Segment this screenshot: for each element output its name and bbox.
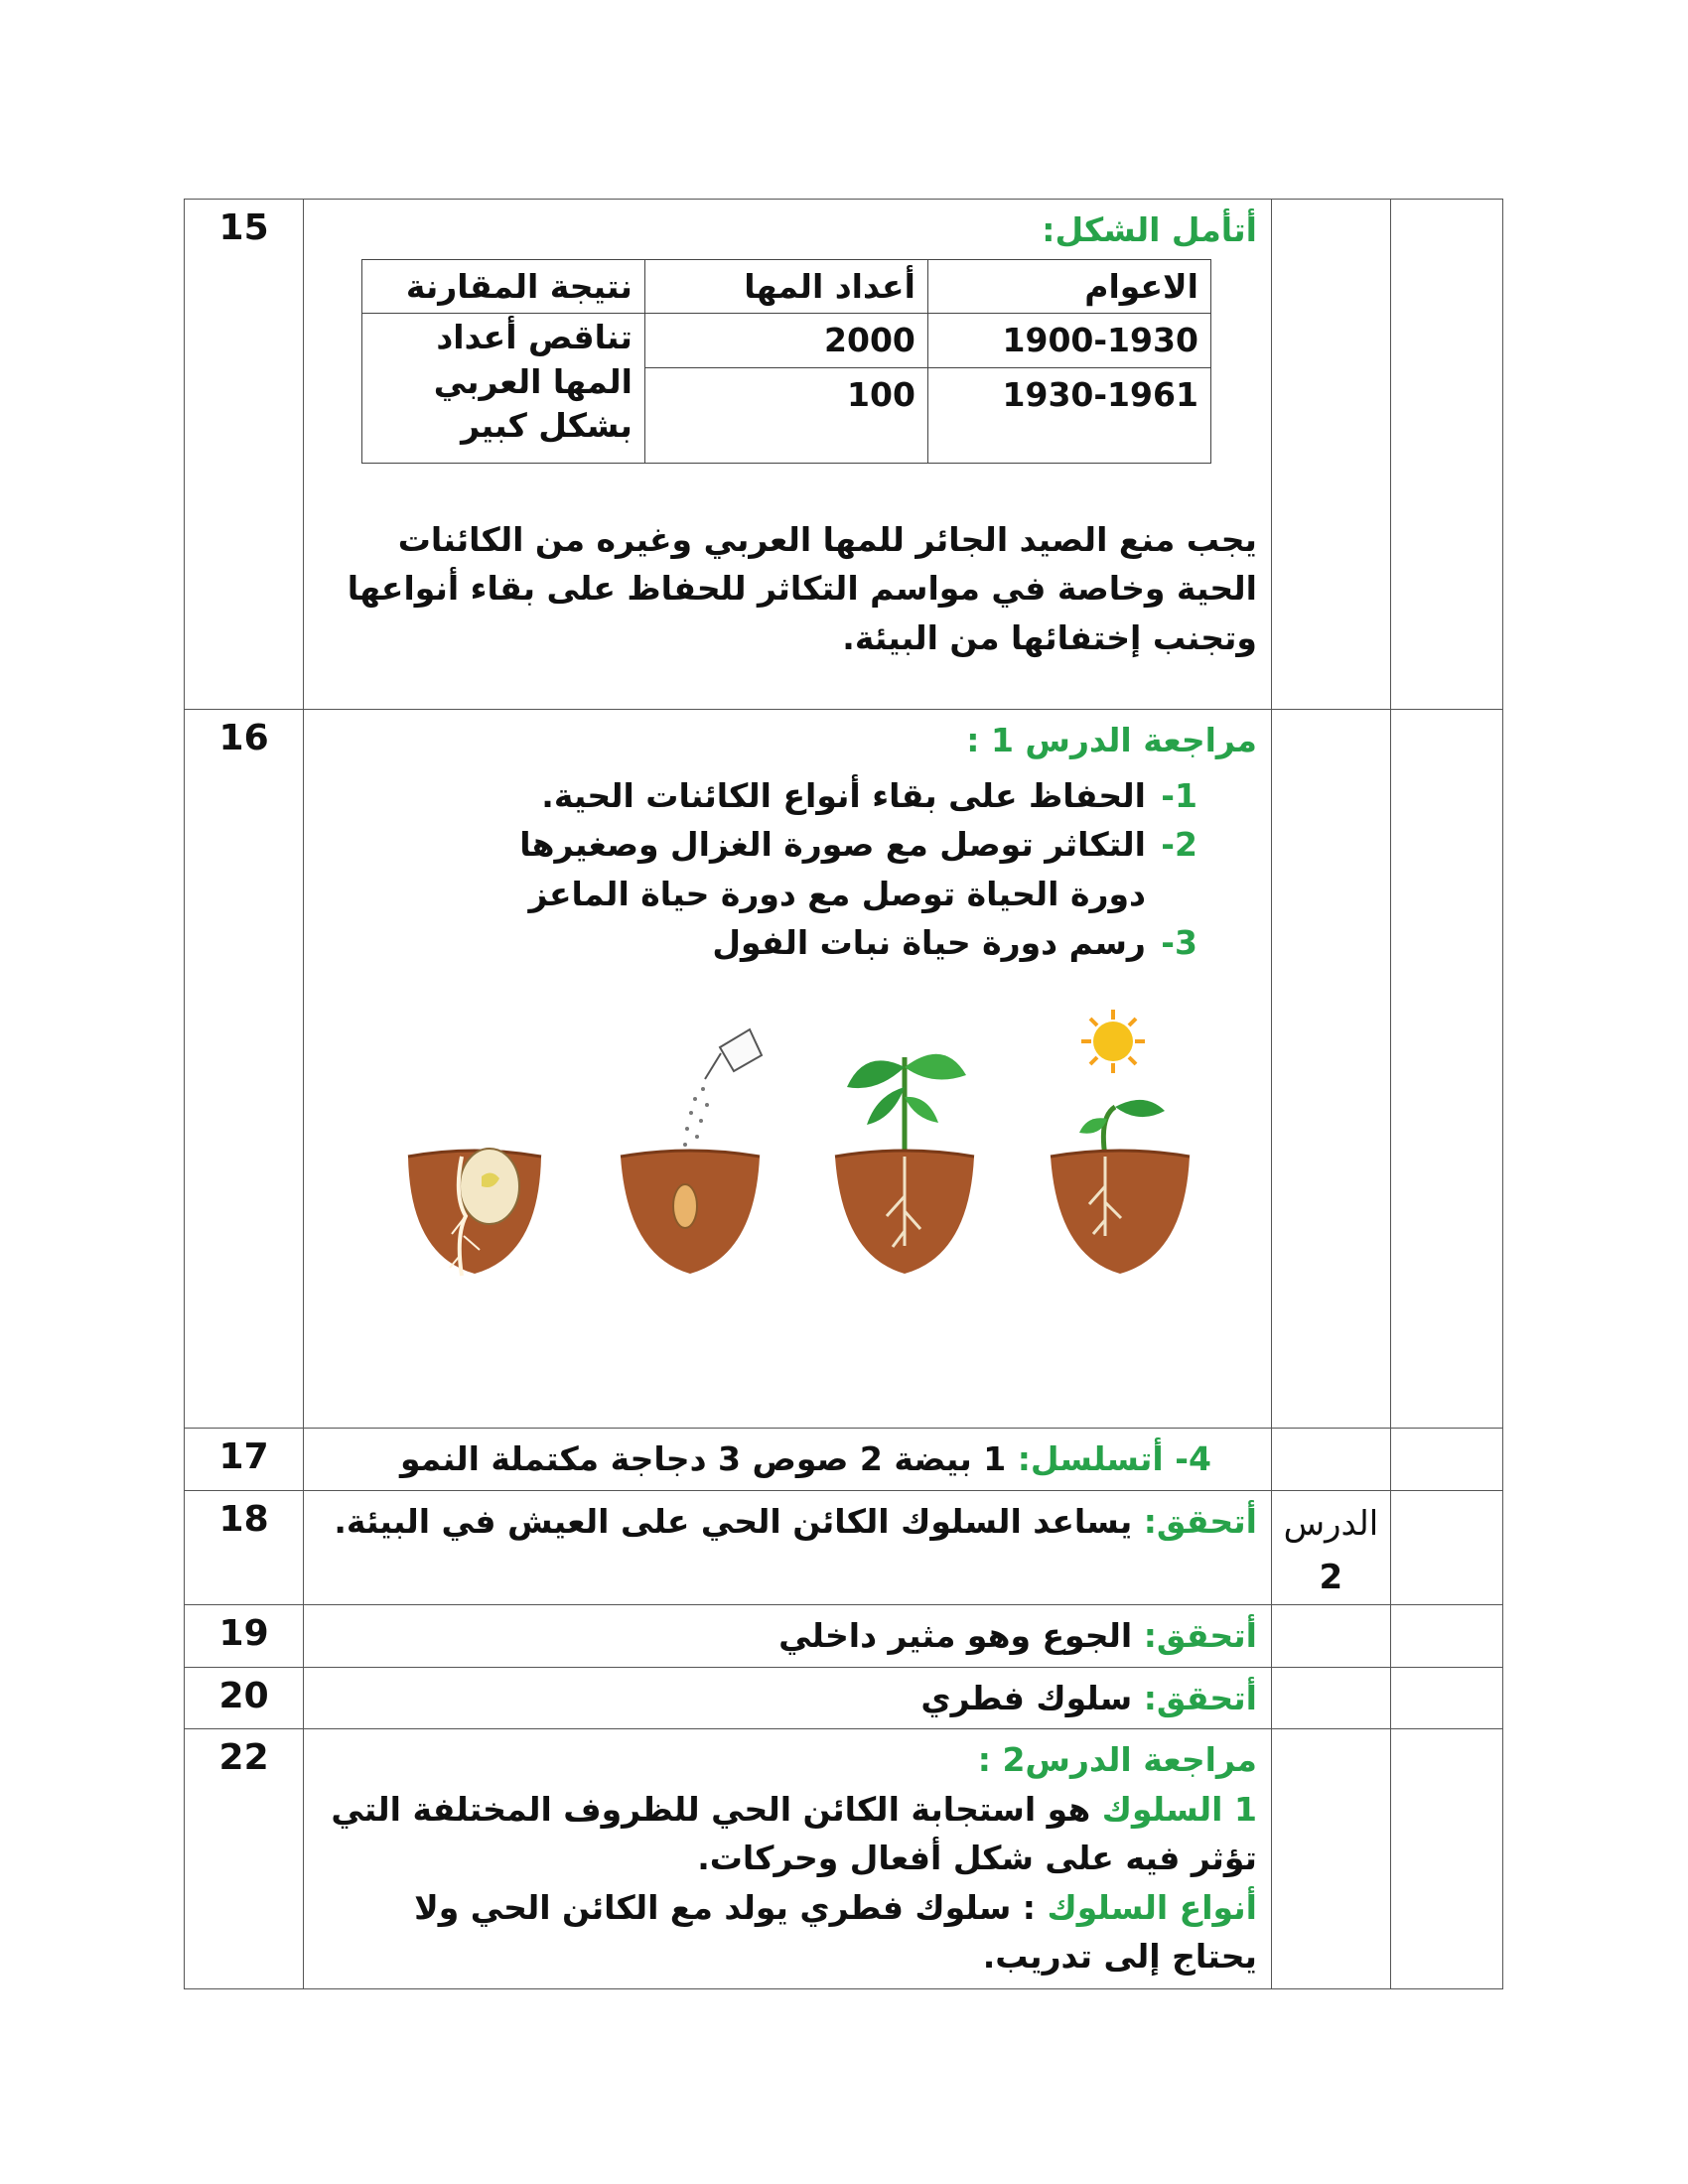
lesson-number: 2 xyxy=(1319,1557,1343,1597)
section-heading: مراجعة الدرس 1 : xyxy=(966,721,1257,759)
conservation-paragraph: يجب منع الصيد الجائر للمها العربي وغيره من الكائنات الحية وخاصة في مواسم التكاثر للحفاظ على بقاء أنواعها وتجنب إختفائها من البيئة. xyxy=(347,519,1257,657)
answer-label: أتسلسل: xyxy=(1017,1439,1164,1478)
seed-germination-icon xyxy=(400,1008,549,1296)
years-cell: 1930-1961 xyxy=(927,367,1210,463)
notes-cell xyxy=(1390,1729,1502,1989)
answer-cell xyxy=(304,1490,1272,1605)
answer-cell xyxy=(304,1429,1272,1491)
notes-cell xyxy=(1390,200,1502,710)
watering-seed-icon xyxy=(616,1008,765,1296)
lesson-cell xyxy=(1271,1490,1390,1605)
list-item xyxy=(318,820,1197,918)
item-number: 2- xyxy=(1161,825,1197,864)
column-header-result: نتيجة المقارنة xyxy=(361,259,644,314)
row-16 xyxy=(185,710,1503,1429)
row-18 xyxy=(185,1490,1503,1605)
lesson-cell xyxy=(1271,1729,1390,1989)
item-text: رسم دورة حياة نبات الفول xyxy=(712,923,1146,962)
list-item xyxy=(318,918,1197,968)
notes-cell xyxy=(1390,1605,1502,1668)
seedling-icon xyxy=(830,1008,979,1296)
row-20 xyxy=(185,1667,1503,1729)
notes-cell xyxy=(1390,1490,1502,1605)
types-paragraph xyxy=(318,1883,1257,1981)
row-17 xyxy=(185,1429,1503,1491)
answer-cell xyxy=(304,1729,1272,1989)
answer-label: أتحقق: xyxy=(1143,1501,1257,1541)
review-list xyxy=(318,771,1197,968)
item-text: التكاثر توصل مع صورة الغزال وصغيرها xyxy=(519,825,1146,864)
page-number: 20 xyxy=(185,1667,304,1729)
lesson-cell xyxy=(1271,200,1390,710)
years-cell: 1900-1930 xyxy=(927,314,1210,368)
lesson-cell xyxy=(1271,1667,1390,1729)
notes-cell xyxy=(1390,1667,1502,1729)
answer-cell xyxy=(304,200,1272,710)
column-header-count: أعداد المها xyxy=(644,259,927,314)
page-number: 18 xyxy=(185,1490,304,1605)
types-label: أنواع السلوك xyxy=(1047,1887,1257,1927)
answer-cell xyxy=(304,1667,1272,1729)
sprout-with-sun-icon xyxy=(1046,1008,1195,1296)
answer-text: 1 بيضة 2 صوص 3 دجاجة مكتملة النمو xyxy=(399,1439,1007,1478)
lesson-cell xyxy=(1271,1429,1390,1491)
answer-key-table xyxy=(184,199,1503,1989)
lesson-cell xyxy=(1271,710,1390,1429)
column-header-years: الاعوام xyxy=(927,259,1210,314)
section-heading: أتأمل الشكل: xyxy=(1042,210,1257,249)
item-text-continued: دورة الحياة توصل مع دورة حياة الماعز xyxy=(528,874,1146,913)
types-text: : سلوك فطري يولد مع الكائن الحي ولا يحتاج إلى تدريب. xyxy=(414,1887,1257,1977)
item-text: الحفاظ على بقاء أنواع الكائنات الحية. xyxy=(541,775,1146,815)
row-22 xyxy=(185,1729,1503,1989)
answer-text: سلوك فطري xyxy=(920,1678,1133,1717)
answer-cell xyxy=(304,710,1272,1429)
definition-paragraph xyxy=(318,1785,1257,1883)
answer-label: أتحقق: xyxy=(1143,1678,1257,1717)
oryx-count-table xyxy=(361,259,1211,464)
item-number: 4- xyxy=(1175,1439,1211,1478)
page-number: 17 xyxy=(185,1429,304,1491)
lesson-label: الدرس xyxy=(1283,1503,1379,1544)
notes-cell xyxy=(1390,1429,1502,1491)
item-number: 1- xyxy=(1161,775,1197,815)
page-number: 19 xyxy=(185,1605,304,1668)
bean-life-cycle-images xyxy=(380,1008,1195,1296)
lesson-cell xyxy=(1271,1605,1390,1668)
answer-text: يساعد السلوك الكائن الحي على العيش في البيئة. xyxy=(334,1501,1133,1541)
answer-cell xyxy=(304,1605,1272,1668)
result-cell: تناقص أعداد المها العربي بشكل كبير xyxy=(361,314,644,464)
answer-label: أتحقق: xyxy=(1143,1616,1257,1656)
page-number: 22 xyxy=(185,1729,304,1989)
section-heading: مراجعة الدرس2 : xyxy=(977,1740,1257,1780)
term-label: السلوك xyxy=(1101,1789,1223,1829)
item-number: 3- xyxy=(1161,923,1197,962)
count-cell: 100 xyxy=(644,367,927,463)
row-19 xyxy=(185,1605,1503,1668)
page-number: 16 xyxy=(185,710,304,1429)
definition-text: هو استجابة الكائن الحي للظروف المختلفة التي تؤثر فيه على شكل أفعال وحركات. xyxy=(331,1789,1257,1878)
notes-cell xyxy=(1390,710,1502,1429)
row-15 xyxy=(185,200,1503,710)
count-cell: 2000 xyxy=(644,314,927,368)
answer-text: الجوع وهو مثير داخلي xyxy=(778,1616,1133,1656)
list-item xyxy=(318,771,1197,821)
page-number: 15 xyxy=(185,200,304,710)
item-number: 1 xyxy=(1233,1789,1257,1829)
